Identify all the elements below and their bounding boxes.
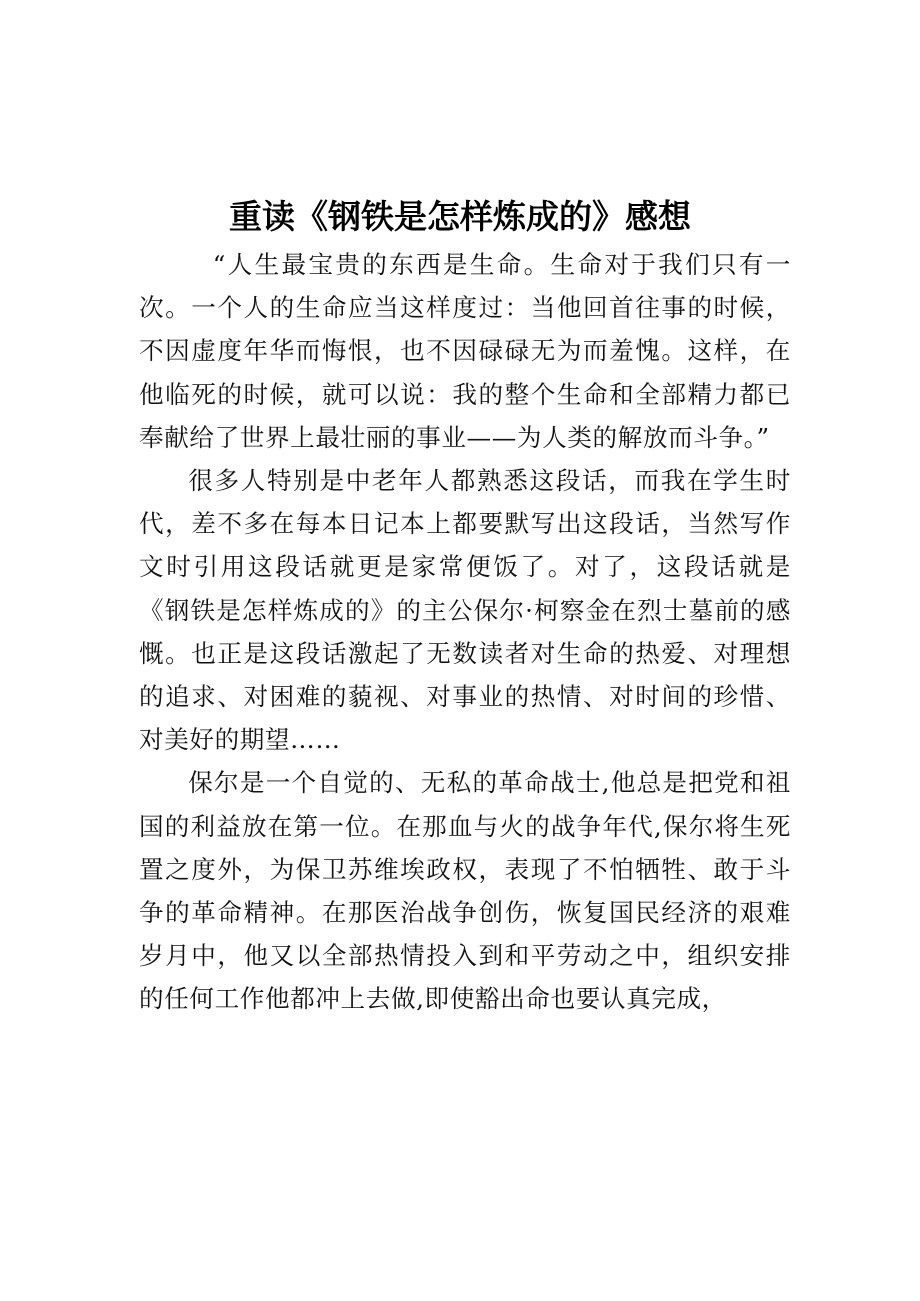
document-body bbox=[139, 243, 791, 1021]
document-title: 重读《钢铁是怎样炼成的》感想 bbox=[229, 197, 691, 236]
paragraph-quote: “人生最宝贵的东西是生命。生命对于我们只有一次。一个人的生命应当这样度过：当他回首往事的时候，不因虚度年华而悔恨，也不因碌碌无为而羞愧。这样，在他临死的时候，就可以说：我的整个生命和全部精力都已奉献给了世界上最壮丽的事业——为人类的解放而斗争。” bbox=[139, 250, 791, 452]
paragraph-memory: 很多人特别是中老年人都熟悉这段话，而我在学生时代，差不多在每本日记本上都要默写出这段话，当然写作文时引用这段话就更是家常便饭了。对了，这段话就是《钢铁是怎样炼成的》的主公保尔·柯察金在烈士墓前的感慨。也正是这段话激起了无数读者对生命的热爱、对理想的追求、对困难的藐视、对事业的热情、对时间的珍惜、对美好的期望…… bbox=[139, 466, 791, 755]
paragraph-paul: 保尔是一个自觉的、无私的革命战士,他总是把党和祖国的利益放在第一位。在那血与火的战争年代,保尔将生死置之度外，为保卫苏维埃政权，表现了不怕牺牲、敢于斗争的革命精神。在那医治战争创伤，恢复国民经济的艰难岁月中，他又以全部热情投入到和平劳动之中，组织安排的任何工作他都冲上去做,即使豁出命也要认真完成， bbox=[139, 768, 791, 1014]
